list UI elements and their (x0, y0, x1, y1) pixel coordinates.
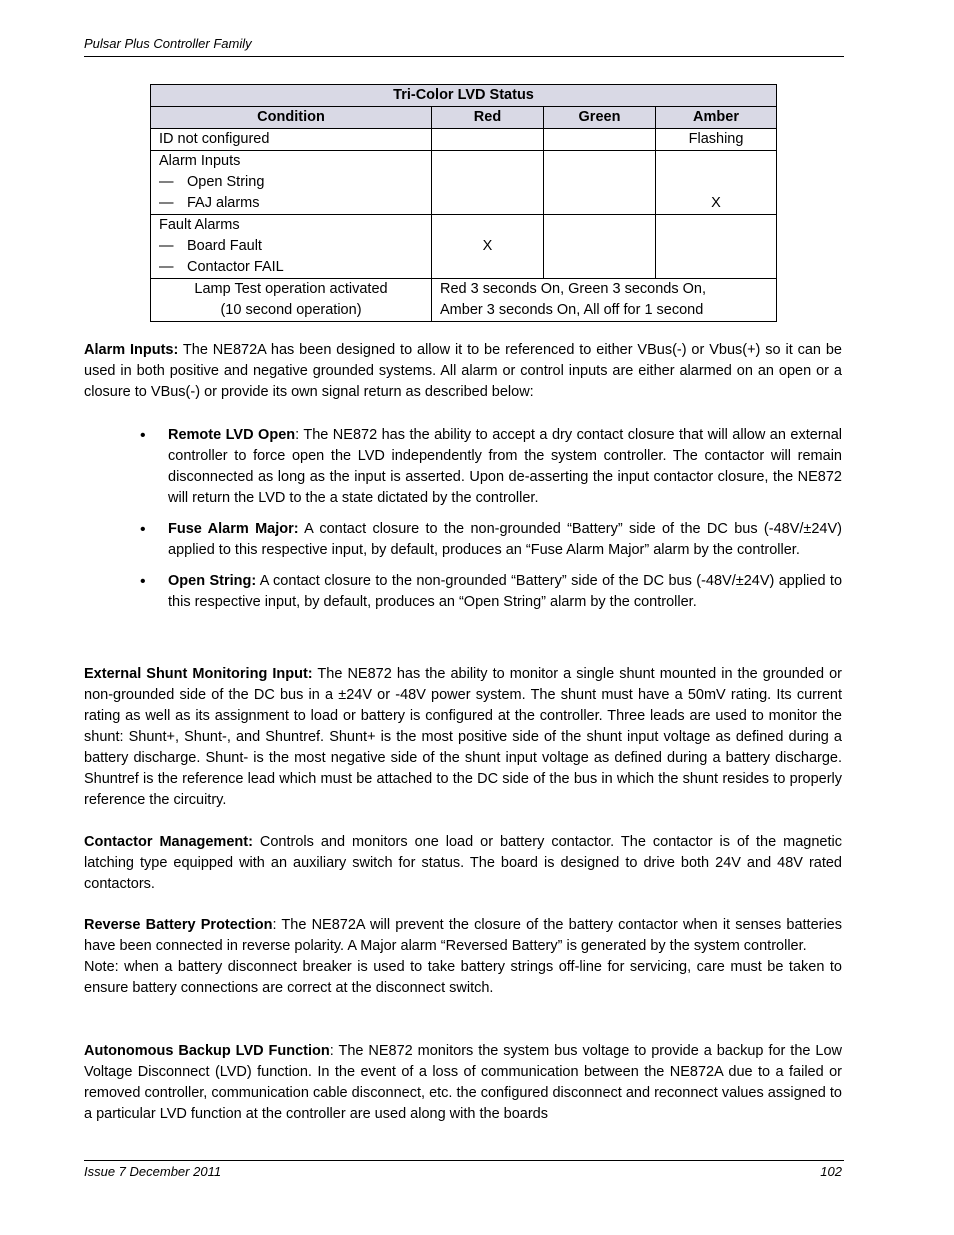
shunt-paragraph (84, 664, 842, 811)
reverse-battery-section (84, 915, 842, 999)
green-cell (544, 129, 656, 151)
red-cell (432, 129, 544, 151)
header-divider (84, 56, 844, 57)
bullet-label: Remote LVD Open (168, 427, 296, 443)
column-header-condition: Condition (151, 107, 432, 129)
column-header-green: Green (544, 107, 656, 129)
amber-cell: X (656, 151, 777, 215)
reverse-battery-text: : The NE872A will prevent the closure of the battery contactor when it senses batteries have been connected in reverse polarity. A Major alarm “Reversed Battery” is generated by the system controller. (84, 917, 842, 954)
table-title: Tri-Color LVD Status (151, 85, 777, 107)
reverse-battery-paragraph (84, 915, 842, 957)
shunt-section (84, 664, 842, 811)
condition-subitem: — Open String (159, 172, 423, 193)
page-header-title: Pulsar Plus Controller Family (84, 36, 252, 51)
bullet-label: Fuse Alarm Major: (168, 521, 299, 537)
bullet-text: : The NE872 has the ability to accept a dry contact closure that will allow an external controller to force open the LVD independently from the system controller. The contactor will remain disconnected as long as the input is asserted. Upon de-asserting the input contactor closure, the NE872 will return the LVD to the a state dictated by the controller. (168, 427, 842, 506)
contactor-section (84, 832, 842, 895)
red-cell: X (432, 215, 544, 279)
green-cell (544, 215, 656, 279)
red-cell (432, 151, 544, 215)
condition-cell (151, 151, 432, 215)
list-item (84, 571, 842, 613)
autonomous-lvd-label: Autonomous Backup LVD Function (84, 1043, 330, 1059)
bullet-text: A contact closure to the non-grounded “Battery” side of the DC bus (-48V/±24V) applied to this respective input, by default, produces an “Fuse Alarm Major” alarm by the controller. (168, 521, 842, 558)
reverse-battery-note: Note: when a battery disconnect breaker is used to take battery strings off-line for servicing, care must be taken to ensure battery connections are correct at the disconnect switch. (84, 959, 842, 996)
reverse-battery-label: Reverse Battery Protection (84, 917, 273, 933)
alarm-bullet-list (84, 425, 842, 623)
condition-cell (151, 279, 432, 322)
shunt-label: External Shunt Monitoring Input: (84, 666, 313, 682)
status-line: Red 3 seconds On, Green 3 seconds On, (440, 281, 706, 297)
shunt-text: The NE872 has the ability to monitor a single shunt mounted in the grounded or non-grounded side of the DC bus in a ±24V or -48V power system. The shunt must have a 50mV rating. Its current rating as well as its assignment to load or battery is configured at the controller. Three leads are used to monitor the shunt: Shunt+, Shunt-, and Shuntref. Shunt+ is the most positive side of the shunt input voltage as defined during a battery discharge. Shunt- is the most negative side of the shunt input voltage as defined during a battery discharge. Shuntref is the reference lead which must be attached to the DC side of the bus in which the shunt resides to properly reference the circuitry. (84, 666, 842, 808)
table-row (151, 151, 777, 215)
amber-cell (656, 215, 777, 279)
lvd-status-table (150, 84, 777, 322)
list-item (84, 425, 842, 509)
green-cell (544, 151, 656, 215)
contactor-label: Contactor Management: (84, 834, 253, 850)
autonomous-lvd-text: : The NE872 monitors the system bus voltage to provide a backup for the Low Voltage Disconnect (LVD) function. In the event of a loss of communication between the NE872A due to a failed or removed controller, communication cable disconnect, etc. the configured disconnect and reconnect values assigned to a particular LVD function at the controller are used along with the boards (84, 1043, 843, 1122)
status-line: Amber 3 seconds On, All off for 1 second (440, 302, 704, 318)
condition-label: Fault Alarms (159, 217, 240, 233)
footer-issue: Issue 7 December 2011 (84, 1164, 222, 1179)
alarm-inputs-text: The NE872A has been designed to allow it to be referenced to either VBus(-) or Vbus(+) so it can be used in both positive and negative grounded systems. All alarm or control inputs are either alarmed on an open or a closure to VBus(-) or provide its own signal return as described below: (84, 342, 842, 400)
condition-line: (10 second operation) (220, 302, 362, 318)
alarm-inputs-paragraph (84, 340, 842, 403)
bullet-text: A contact closure to the non-grounded “Battery” side of the DC bus (-48V/±24V) applied to this respective input, by default, produces an “Open String” alarm by the controller. (168, 573, 843, 610)
table-row (151, 279, 777, 322)
alarm-inputs-label: Alarm Inputs: (84, 342, 179, 358)
amber-cell: Flashing (656, 129, 777, 151)
contactor-paragraph (84, 832, 842, 895)
page-number: 102 (820, 1164, 842, 1179)
table-row (151, 215, 777, 279)
contactor-text: Controls and monitors one load or battery contactor. The contactor is of the magnetic latching type equipped with an auxiliary switch for status. The board is designed to drive both 24V and 48V rated contactors. (84, 834, 842, 892)
autonomous-lvd-paragraph (84, 1041, 842, 1125)
condition-cell: ID not configured (151, 129, 432, 151)
autonomous-lvd-section (84, 1041, 842, 1125)
bullet-label: Open String: (168, 573, 257, 589)
column-header-red: Red (432, 107, 544, 129)
condition-label: Alarm Inputs (159, 153, 241, 169)
condition-subitem: — Board Fault (159, 236, 423, 257)
list-item (84, 519, 842, 561)
condition-subitem: — Contactor FAIL (159, 257, 423, 278)
table-row (151, 129, 777, 151)
condition-cell (151, 215, 432, 279)
lamp-test-status-cell (432, 279, 777, 322)
condition-subitem: — FAJ alarms (159, 193, 423, 214)
condition-line: Lamp Test operation activated (194, 281, 388, 297)
column-header-amber: Amber (656, 107, 777, 129)
alarm-inputs-section (84, 340, 842, 403)
footer-divider (84, 1160, 844, 1161)
